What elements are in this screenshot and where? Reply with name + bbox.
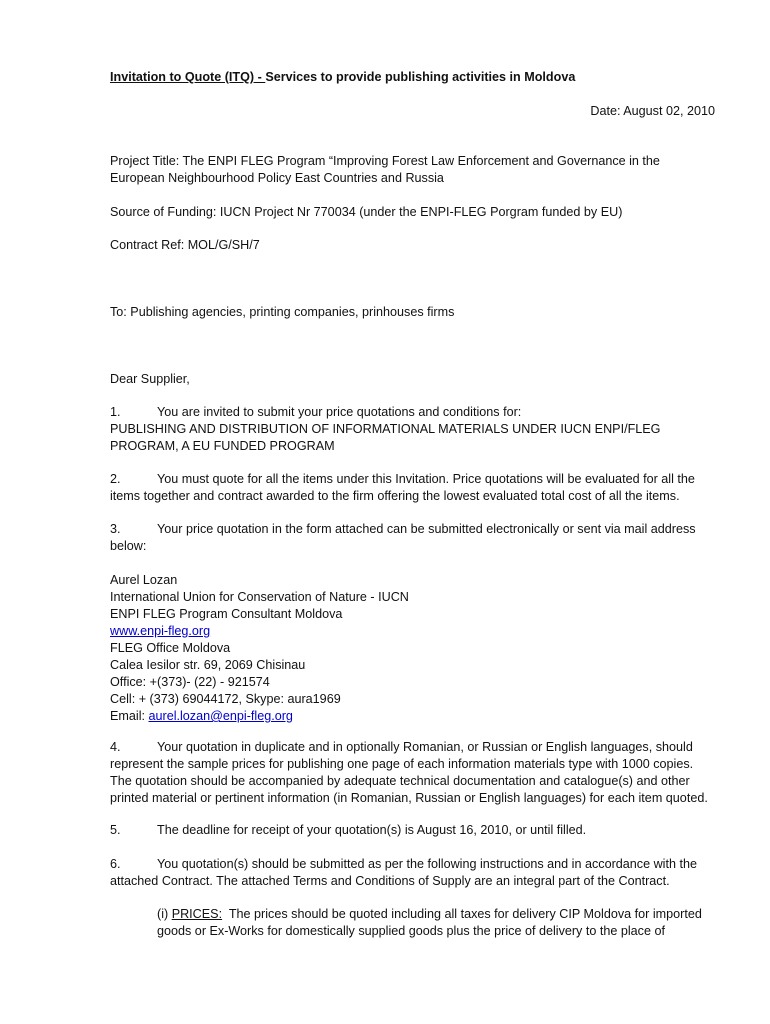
- item-3-line-2: below:: [110, 539, 147, 553]
- item-4-line-3: The quotation should be accompanied by adequate technical documentation and catalogue(s) and other: [110, 774, 690, 788]
- item-6-line-2: attached Contract. The attached Terms and Conditions of Supply are an integral part of the Contract.: [110, 874, 670, 888]
- item-5-line-1: The deadline for receipt of your quotation(s) is August 16, 2010, or until filled.: [157, 823, 587, 837]
- item-1-line-2: PUBLISHING AND DISTRIBUTION OF INFORMATIONAL MATERIALS UNDER IUCN ENPI/FLEG: [110, 422, 661, 436]
- item-3-number: 3.: [110, 522, 121, 536]
- recipients: To: Publishing agencies, printing companies, prinhouses firms: [110, 305, 455, 319]
- salutation: Dear Supplier,: [110, 372, 190, 386]
- item-4-line-2: represent the sample prices for publishing one page of each information materials type with 1000 copies.: [110, 757, 694, 771]
- project-title: [110, 153, 660, 187]
- website-link[interactable]: www.enpi-fleg.org: [110, 624, 211, 638]
- item-2-line-1: You must quote for all the items under this Invitation. Price quotations will be evaluated for all the: [157, 472, 695, 486]
- contact-email-label: Email:: [110, 709, 149, 723]
- prices-prefix: (i): [157, 907, 172, 921]
- contact-address: Calea Iesilor str. 69, 2069 Chisinau: [110, 658, 306, 672]
- item-1-number: 1.: [110, 405, 121, 419]
- item-1-line-1: You are invited to submit your price quotations and conditions for:: [157, 405, 522, 419]
- project-title-line-2: European Neighbourhood Policy East Countries and Russia: [110, 171, 444, 185]
- project-title-line-1: Project Title: The ENPI FLEG Program “Improving Forest Law Enforcement and Governance in the: [110, 154, 660, 168]
- item-1: [110, 404, 660, 455]
- contact-block: [110, 572, 409, 725]
- prices-line-1: The prices should be quoted including all taxes for delivery CIP Moldova for imported: [222, 907, 702, 921]
- item-6-number: 6.: [110, 857, 121, 871]
- item-2: [110, 471, 695, 505]
- contract-ref: Contract Ref: MOL/G/SH/7: [110, 238, 260, 252]
- prices-line-2: goods or Ex-Works for domestically supplied goods plus the price of delivery to the place of: [157, 924, 665, 938]
- item-5-number: 5.: [110, 823, 121, 837]
- item-5: [110, 822, 586, 839]
- item-3: [110, 521, 696, 555]
- document-date: Date: August 02, 2010: [590, 104, 715, 118]
- item-2-line-2: items together and contract awarded to the firm offering the lowest evaluated total cost of all the items.: [110, 489, 680, 503]
- item-3-line-1: Your price quotation in the form attached can be submitted electronically or sent via mail address: [157, 522, 696, 536]
- item-4-line-1: Your quotation in duplicate and in optionally Romanian, or Russian or English languages, should: [157, 740, 693, 754]
- contact-name: Aurel Lozan: [110, 573, 178, 587]
- item-4-number: 4.: [110, 740, 121, 754]
- item-1-line-3: PROGRAM, A EU FUNDED PROGRAM: [110, 439, 335, 453]
- item-4-line-4: printed material or pertinent information (in Romanian, Russian or English languages) for each item quoted.: [110, 791, 708, 805]
- contact-role: ENPI FLEG Program Consultant Moldova: [110, 607, 343, 621]
- item-2-number: 2.: [110, 472, 121, 486]
- funding-source: Source of Funding: IUCN Project Nr 770034 (under the ENPI-FLEG Porgram funded by EU): [110, 205, 623, 219]
- item-4: [110, 739, 708, 807]
- title-prefix: Invitation to Quote (ITQ) -: [110, 70, 266, 84]
- title-rest: Services to provide publishing activities in Moldova: [265, 70, 576, 84]
- contact-org: International Union for Conservation of Nature - IUCN: [110, 590, 409, 604]
- prices-label: PRICES:: [171, 907, 223, 921]
- contact-office-name: FLEG Office Moldova: [110, 641, 231, 655]
- item-6-line-1: You quotation(s) should be submitted as per the following instructions and in accordance with the: [157, 857, 697, 871]
- item-6: [110, 856, 697, 890]
- email-link[interactable]: aurel.lozan@enpi-fleg.org: [148, 709, 293, 723]
- contact-office-phone: Office: +(373)- (22) - 921574: [110, 675, 270, 689]
- contact-cell: Cell: + (373) 69044172, Skype: aura1969: [110, 692, 341, 706]
- prices-subsection: [157, 906, 702, 940]
- document-title: [110, 69, 575, 86]
